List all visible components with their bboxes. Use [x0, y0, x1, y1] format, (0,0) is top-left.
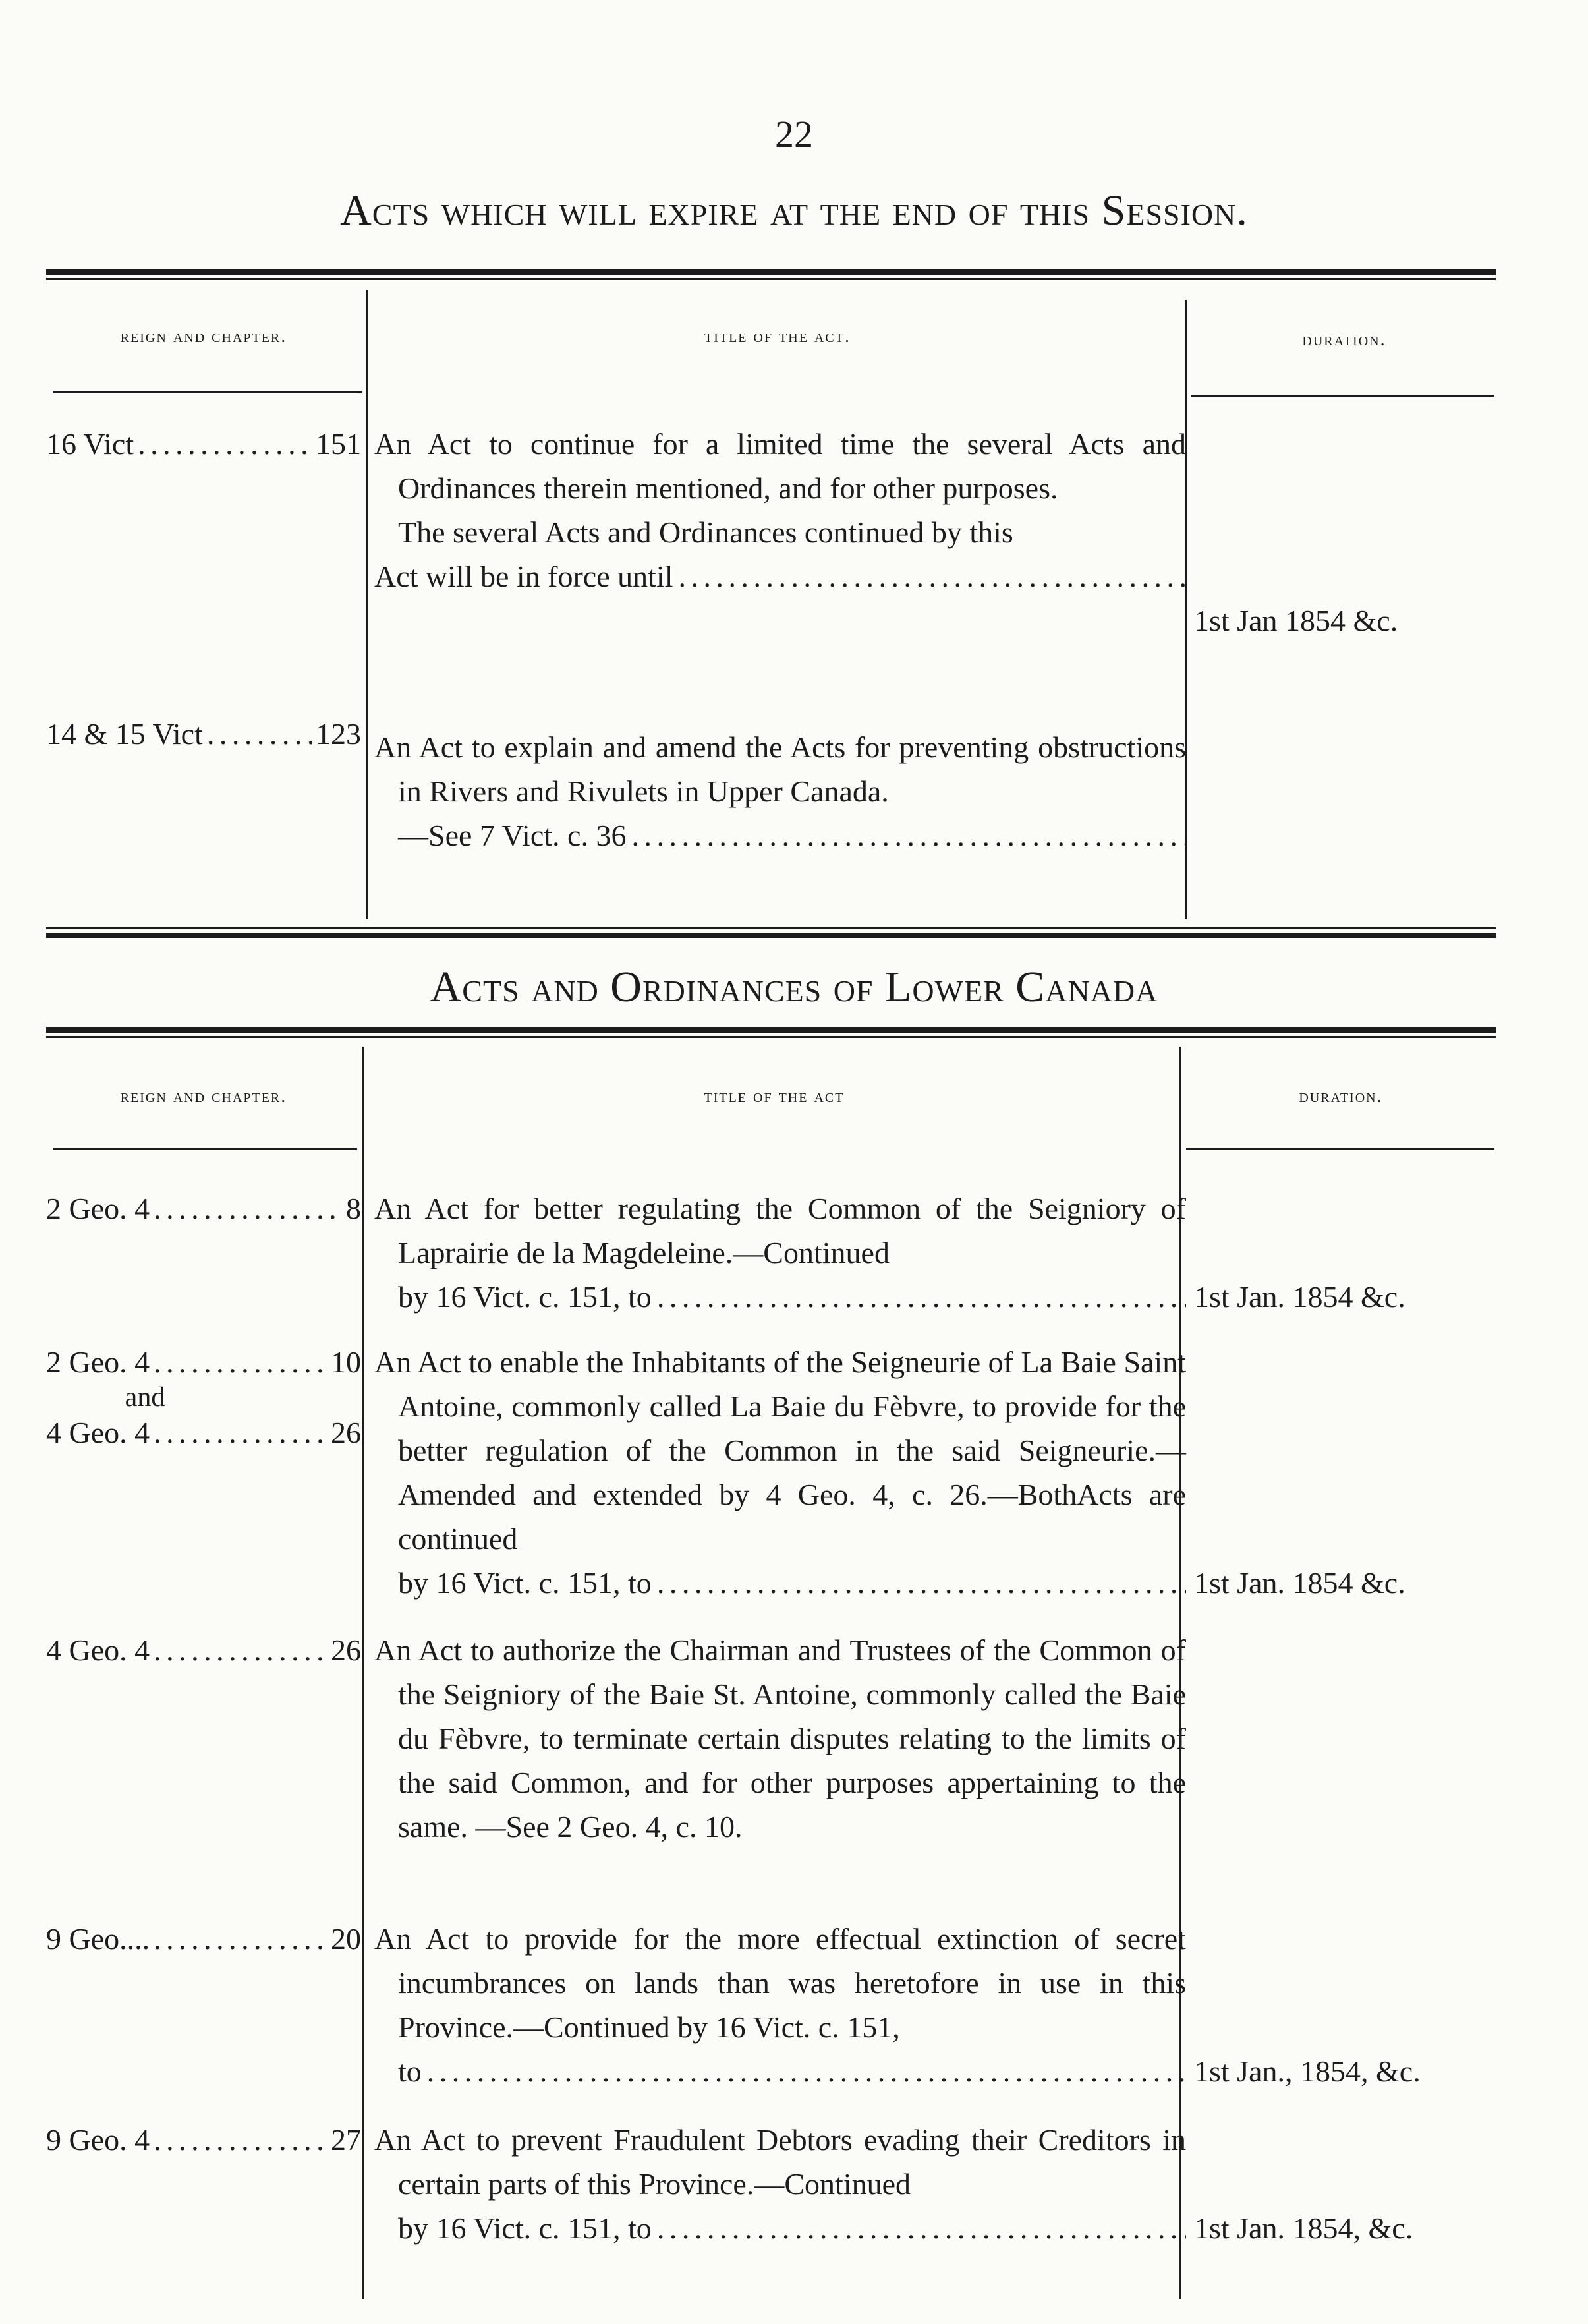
reign-and-chapter: [46, 1628, 361, 1672]
act-title-last: by 16 Vict. c. 151, to: [398, 1566, 652, 1600]
reign-and-chapter: [46, 712, 361, 756]
section-title-lower-canada: Acts and Ordinances of Lower Canada: [430, 963, 1158, 1011]
header-underline: [1191, 395, 1494, 397]
duration: 1st Jan 1854 &c.: [1194, 604, 1398, 637]
act-title-text: An Act to prevent Fraudulent Debtors evading their Creditors in certain parts of this Province.—Continued: [374, 2123, 1186, 2201]
column-divider: [362, 1047, 364, 2299]
chapter: 123: [316, 717, 361, 751]
reign: 2 Geo. 4: [46, 1192, 150, 1225]
reign: 9 Geo. 4: [46, 2123, 150, 2157]
header-title-of-act: title of the act.: [704, 326, 851, 347]
section-rule-thin: [46, 927, 1496, 929]
act-title-text: An Act for better regulating the Common of the Seigniory of Laprairie de la Magdeleine.—Continued: [374, 1192, 1186, 1269]
page-number: 22: [775, 113, 813, 156]
act-title-text: An Act to provide for the more effectual extinction of secret incumbrances on lands than was heretofore in use in this Province.—Continued by 16 Vict. c. 151,: [374, 1922, 1186, 2044]
act-title-text: An Act to explain and amend the Acts for preventing obstructions in Rivers and Rivulets in Upper Canada.: [374, 730, 1186, 808]
duration: 1st Jan. 1854 &c.: [1194, 1566, 1405, 1600]
chapter: 10: [331, 1345, 361, 1379]
chapter: 26: [331, 1633, 361, 1667]
reign: 4 Geo. 4: [46, 1416, 150, 1449]
chapter: 26: [331, 1416, 361, 1449]
reign: 16 Vict: [46, 427, 134, 461]
duration: 1st Jan., 1854, &c.: [1194, 2054, 1421, 2088]
reign: 2 Geo. 4: [46, 1345, 150, 1379]
reign-and-chapter: [46, 1186, 361, 1231]
reign-and-chapter: [46, 422, 361, 466]
reign-and-chapter: [46, 2118, 361, 2162]
header-underline: [53, 391, 362, 393]
act-title: [374, 1917, 1186, 2093]
section-rule-thick: [46, 933, 1496, 938]
chapter: 8: [346, 1192, 361, 1225]
header-underline: [1186, 1148, 1494, 1150]
top-rule-thin: [46, 278, 1496, 280]
reign: 4 Geo. 4: [46, 1633, 150, 1667]
and-connector: and: [125, 1382, 165, 1412]
act-title-text: An Act to authorize the Chairman and Trustees of the Common of the Seigniory of the Baie St. Antoine, commonly called the Baie du Fèbvre, to terminate certain disputes relating to the limits of the said Common, and for other purposes appertaining to the same. —See 2 Geo. 4, c. 10.: [374, 1633, 1186, 1844]
header-underline: [53, 1148, 357, 1150]
duration: 1st Jan. 1854 &c.: [1194, 1280, 1405, 1314]
chapter: 27: [331, 2123, 361, 2157]
header-duration: duration.: [1302, 330, 1386, 350]
act-title: [374, 422, 1186, 598]
act-title: [374, 2118, 1186, 2250]
reign-and-chapter: [46, 1917, 361, 1961]
act-title-last: by 16 Vict. c. 151, to: [398, 2211, 652, 2245]
act-title: [374, 1186, 1186, 1319]
act-title-text: An Act to enable the Inhabitants of the Seigneurie of La Baie Saint Antoine, commonly called La Baie du Fèbvre, to provide for the better regulation of the Common in the said Seigneurie.—Amended and extended by 4 Geo. 4, c. 26.—BothActs are continued: [374, 1345, 1186, 1555]
chapter: 20: [331, 1922, 361, 1956]
act-note: The several Acts and Ordinances continued by this: [398, 515, 1013, 549]
section-title-expiring-acts: Acts which will expire at the end of this Session.: [340, 187, 1248, 235]
act-title: [374, 725, 1186, 857]
column-divider: [366, 290, 368, 919]
act-title-last: to: [398, 2054, 422, 2088]
header-title-of-act: title of the act: [704, 1086, 845, 1107]
chapter: 151: [316, 427, 361, 461]
header-reign-and-chapter: reign and chapter.: [120, 1086, 287, 1107]
act-title-text: An Act to continue for a limited time the several Acts and Ordinances therein mentioned, and for other purposes.: [374, 427, 1186, 505]
act-note-last: Act will be in force until: [374, 560, 673, 593]
header-reign-and-chapter: reign and chapter.: [120, 326, 287, 347]
reign-and-chapter: [46, 1340, 361, 1455]
reign: 9 Geo....: [46, 1922, 150, 1956]
duration: 1st Jan. 1854, &c.: [1194, 2211, 1413, 2245]
reign: 14 & 15 Vict: [46, 717, 203, 751]
act-title-last: by 16 Vict. c. 151, to: [398, 1280, 652, 1314]
act-title: [374, 1340, 1186, 1605]
act-title-last: —See 7 Vict. c. 36: [398, 819, 627, 852]
act-title: [374, 1628, 1186, 1849]
header-duration: duration.: [1299, 1086, 1383, 1107]
top-rule-thick: [46, 1027, 1496, 1033]
top-rule-thick: [46, 269, 1496, 275]
top-rule-thin: [46, 1036, 1496, 1038]
